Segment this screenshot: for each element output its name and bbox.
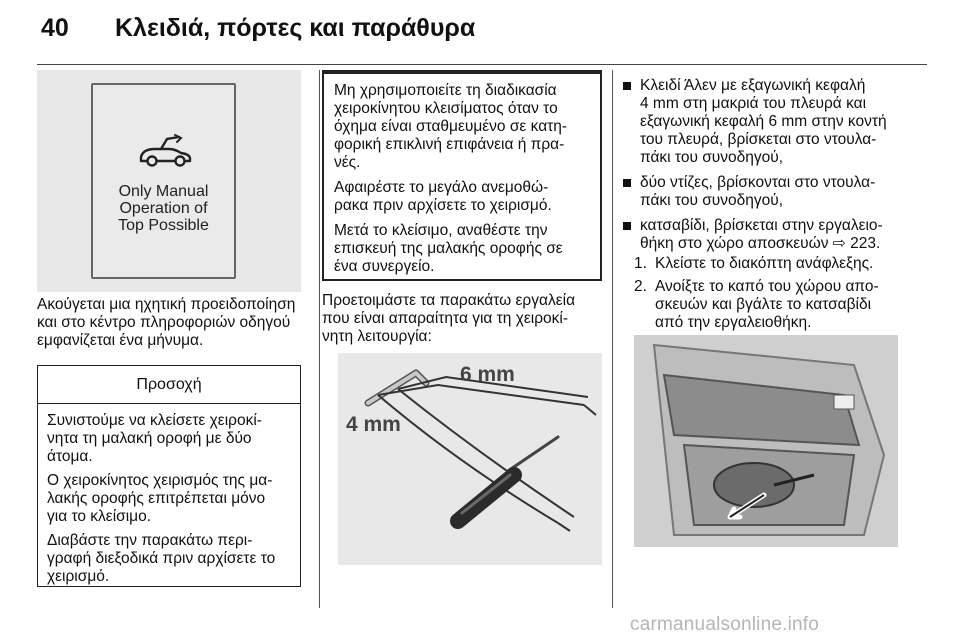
steps-list	[634, 255, 924, 337]
step-item: 1. Κλείστε το διακόπτη ανάφλεξης.	[634, 255, 874, 272]
bullet-square-icon	[623, 222, 631, 230]
trunk-illustration	[634, 335, 898, 547]
intro-paragraph: Ακούγεται μια ηχητική προειδοποίηση και στο κέντρο πληροφοριών οδηγού εμφανίζεται ένα μήνυμα.	[37, 296, 296, 349]
warning-box: Μη χρησιμοποιείτε τη διαδικασία χειροκίνητου κλεισίματος όταν το όχημα είναι σταθμευμένο σε κατη- φορική επικλινή επιφάνεια ή πρα- νές. Αφαιρέστε το μεγάλο ανεμοθώ- ρακα πριν αρχίσετε το χειρισμό. Μετά το κλείσιμο, αναθέστε την επισκευή της μαλακής οροφής σε ένα συνεργείο.	[322, 70, 602, 281]
page-title: Κλειδιά, πόρτες και παράθυρα	[115, 14, 476, 42]
screwdriver-icon	[458, 437, 558, 521]
trunk-figure	[634, 335, 898, 547]
watermark: carmanualsonline.info	[630, 614, 820, 635]
list-item: δύο ντίζες, βρίσκονται στο ντουλα- πάκι του συνοδηγού,	[622, 174, 922, 210]
bullet-square-icon	[623, 179, 631, 187]
display-message-panel	[91, 83, 236, 279]
rods-icon	[378, 377, 596, 531]
column-divider-right	[612, 70, 613, 608]
bullet-square-icon	[623, 82, 631, 90]
caution-body: Συνιστούμε να κλείσετε χειροκί- νητα τη μαλακή οροφή με δύο άτομα. Ο χειροκίνητος χειρισμός της μα- λακής οροφής επιτρέπεται μόνο για το κλείσιμο. Διαβάστε την παρακάτω περι- γραφή διεξοδικά πριν αρχίσετε το χειρισμό.	[47, 412, 276, 585]
step-item: 2. Ανοίξτε το καπό του χώρου απο- σκευών και βγάλτε το κατσαβίδι από την εργαλειοθήκη.	[634, 278, 879, 331]
caution-box	[37, 365, 301, 587]
list-item: κατσαβίδι, βρίσκεται στην εργαλειο- θήκη στο χώρο αποσκευών ⇨ 223.	[622, 217, 922, 253]
label-6mm: 6 mm	[460, 363, 515, 386]
label-4mm: 4 mm	[346, 413, 401, 436]
list-item: Κλειδί Άλεν με εξαγωνική κεφαλή 4 mm στη μακριά του πλευρά και εξαγωνική κεφαλή 6 mm στην κοντή του πλευρά, βρίσκεται στο ντουλα- πάκι του συνοδηγού,	[622, 77, 922, 167]
tools-list	[622, 77, 922, 260]
page-number: 40	[41, 14, 69, 42]
tools-figure	[338, 353, 602, 565]
convertible-car-icon	[135, 131, 195, 171]
column-divider-left	[319, 70, 320, 608]
display-message-text: Only Manual Operation of Top Possible	[118, 183, 209, 234]
tools-intro-paragraph: Προετοιμάστε τα παρακάτω εργαλεία που είναι απαραίτητα για τη χειροκί- νητη λειτουργία:	[322, 292, 576, 345]
tools-illustration	[338, 353, 602, 565]
caution-title: Προσοχή	[38, 366, 300, 404]
header-rule	[37, 64, 927, 65]
